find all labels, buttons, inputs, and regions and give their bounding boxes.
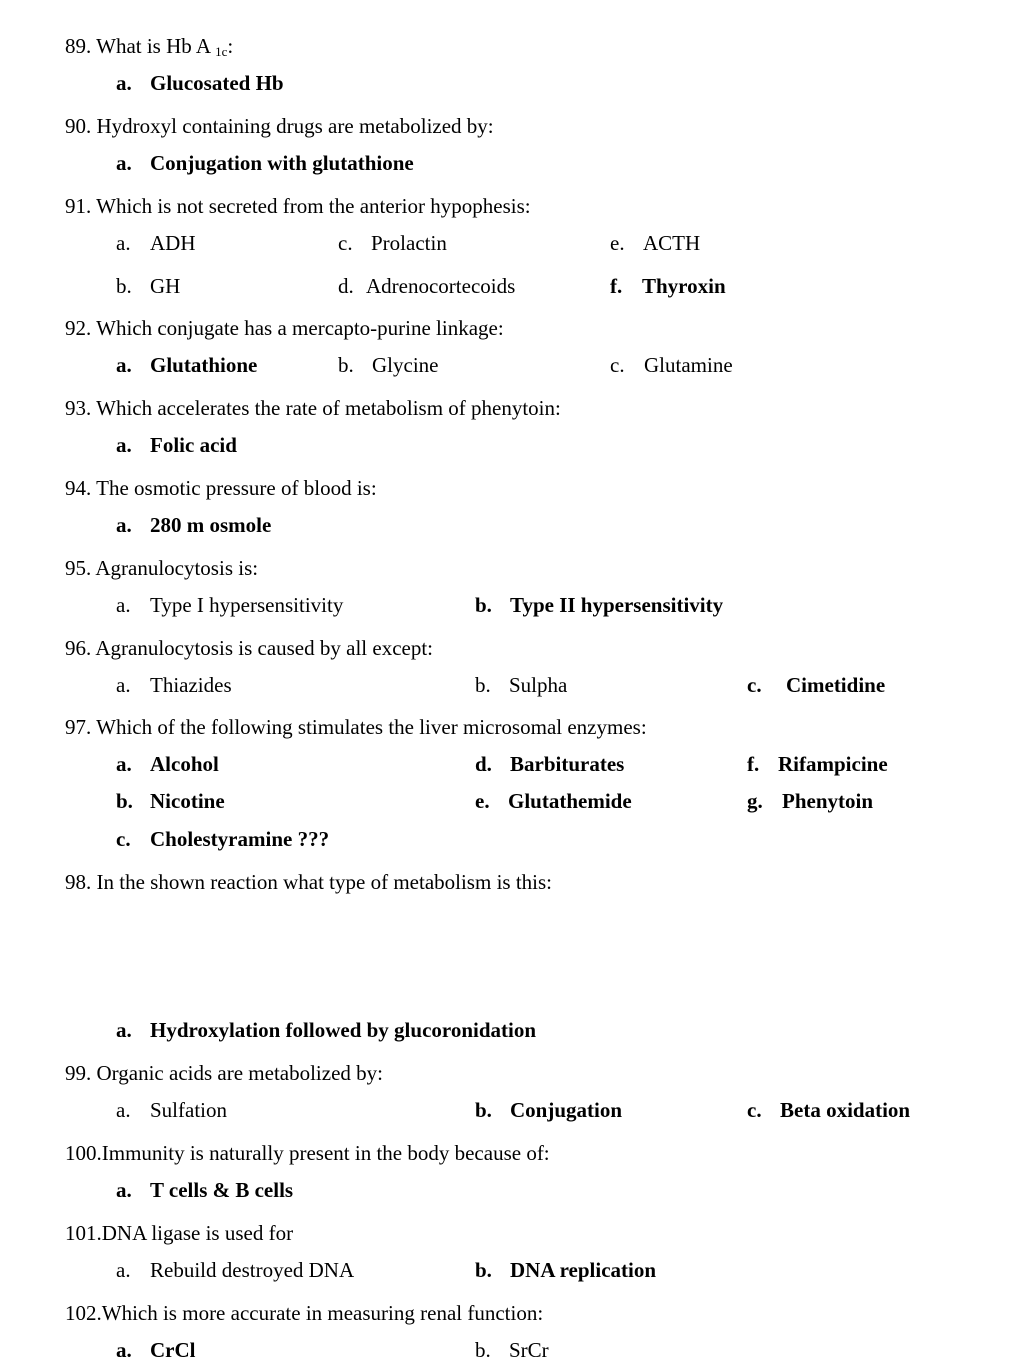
- option-letter: a.: [116, 513, 132, 537]
- question-text: 97. Which of the following stimulates the liver microsomal enzymes:: [65, 715, 647, 739]
- option-text: Rebuild destroyed DNA: [150, 1258, 355, 1282]
- option-letter: e.: [610, 231, 625, 255]
- option-letter: c.: [610, 353, 625, 377]
- question-text: 98. In the shown reaction what type of metabolism is this:: [65, 870, 552, 894]
- question-96-option-b: [475, 675, 567, 696]
- option-letter: c.: [116, 827, 131, 851]
- option-text: Glycine: [372, 353, 439, 377]
- question-92-option-b: [338, 355, 438, 376]
- option-text: Glucosated Hb: [150, 71, 284, 95]
- option-text: Type I hypersensitivity: [150, 593, 344, 617]
- option-text: Sulfation: [150, 1098, 227, 1122]
- option-text: Sulpha: [509, 673, 568, 697]
- question-101-option-a: [116, 1260, 354, 1281]
- option-text: ADH: [150, 231, 196, 255]
- option-text: 280 m osmole: [150, 513, 272, 537]
- question-91-option-a: [116, 233, 196, 254]
- option-letter: a.: [116, 1018, 132, 1042]
- option-letter: b.: [116, 789, 133, 813]
- option-letter: b.: [475, 673, 491, 697]
- option-text: Rifampicine: [778, 752, 888, 776]
- question-text: 102.Which is more accurate in measuring renal function:: [65, 1301, 544, 1325]
- question-95-option-b: [475, 595, 723, 616]
- option-letter: e.: [475, 789, 490, 813]
- option-letter: c.: [747, 1098, 762, 1122]
- question-text: 99. Organic acids are metabolized by:: [65, 1061, 383, 1085]
- question-91-option-d: [338, 276, 515, 297]
- question-text: 92. Which conjugate has a mercapto-purine linkage:: [65, 316, 504, 340]
- question-95-option-a: [116, 595, 343, 616]
- question-text: 96. Agranulocytosis is caused by all except:: [65, 636, 434, 660]
- option-letter: b.: [475, 1098, 492, 1122]
- question-101-option-b: [475, 1260, 656, 1281]
- option-letter: c.: [338, 231, 353, 255]
- question-90-stem: [65, 116, 494, 137]
- option-text: Thyroxin: [642, 274, 726, 298]
- question-95-stem: [65, 558, 258, 579]
- question-101-stem: [65, 1223, 293, 1244]
- option-text: Adrenocortecoids: [366, 274, 516, 298]
- option-letter: a.: [116, 1098, 131, 1122]
- option-letter: a.: [116, 231, 131, 255]
- option-text: CrCl: [150, 1338, 196, 1362]
- question-97-stem: [65, 717, 647, 738]
- option-text: SrCr: [509, 1338, 549, 1362]
- option-text: Nicotine: [150, 789, 225, 813]
- option-letter: a.: [116, 71, 132, 95]
- question-91-option-e: [610, 233, 700, 254]
- question-92-stem: [65, 318, 504, 339]
- option-letter: b.: [475, 593, 492, 617]
- option-letter: a.: [116, 353, 132, 377]
- question-102-stem: [65, 1303, 543, 1324]
- question-102-option-a: [116, 1340, 196, 1361]
- question-97-option-d: [475, 754, 624, 775]
- question-93-stem: [65, 398, 561, 419]
- question-97-option-f: [747, 754, 888, 775]
- question-text: 100.Immunity is naturally present in the body because of:: [65, 1141, 550, 1165]
- question-97-option-a: [116, 754, 219, 775]
- option-letter: a.: [116, 673, 131, 697]
- option-text: ACTH: [643, 231, 701, 255]
- option-letter: a.: [116, 1258, 131, 1282]
- option-text: GH: [150, 274, 181, 298]
- option-text: Conjugation with glutathione: [150, 151, 414, 175]
- option-letter: c.: [747, 673, 762, 697]
- question-97-option-c: [116, 829, 329, 850]
- question-100-option-a: [116, 1180, 293, 1201]
- option-letter: a.: [116, 1178, 132, 1202]
- option-text: Folic acid: [150, 433, 237, 457]
- option-letter: a.: [116, 1338, 132, 1362]
- question-subscript: 1c: [215, 44, 228, 59]
- option-text: Conjugation: [510, 1098, 623, 1122]
- question-89-option-a: [116, 73, 284, 94]
- question-text-suffix: :: [227, 34, 234, 58]
- option-letter: a.: [116, 593, 131, 617]
- question-text: 90. Hydroxyl containing drugs are metabolized by:: [65, 114, 494, 138]
- question-98-stem: [65, 872, 552, 893]
- option-text: Thiazides: [150, 673, 232, 697]
- question-97-option-e: [475, 791, 632, 812]
- option-letter: d.: [338, 274, 354, 298]
- option-letter: b.: [475, 1258, 492, 1282]
- option-text: Glutathemide: [508, 789, 632, 813]
- question-99-option-b: [475, 1100, 622, 1121]
- question-92-option-a: [116, 355, 257, 376]
- question-text: 101.DNA ligase is used for: [65, 1221, 294, 1245]
- option-text: Cimetidine: [786, 673, 886, 697]
- question-text: 93. Which accelerates the rate of metabolism of phenytoin:: [65, 396, 561, 420]
- option-letter: f.: [610, 274, 623, 298]
- option-letter: b.: [475, 1338, 491, 1362]
- option-text: Glutamine: [644, 353, 733, 377]
- option-text: DNA replication: [510, 1258, 657, 1282]
- question-99-option-a: [116, 1100, 227, 1121]
- option-text: Barbiturates: [510, 752, 625, 776]
- question-97-option-b: [116, 791, 225, 812]
- option-text: Type II hypersensitivity: [510, 593, 724, 617]
- question-96-option-a: [116, 675, 232, 696]
- question-91-option-f: [610, 276, 726, 297]
- option-text: Hydroxylation followed by glucoronidation: [150, 1018, 537, 1042]
- option-text: T cells & B cells: [150, 1178, 294, 1202]
- option-letter: a.: [116, 433, 132, 457]
- question-97-option-g: [747, 791, 873, 812]
- question-91-option-b: [116, 276, 180, 297]
- question-96-option-c: [747, 675, 885, 696]
- option-text: Prolactin: [371, 231, 447, 255]
- question-text: 91. Which is not secreted from the anterior hypophesis:: [65, 194, 531, 218]
- option-text: Cholestyramine ???: [150, 827, 330, 851]
- question-102-option-b: [475, 1340, 549, 1361]
- question-91-option-c: [338, 233, 447, 254]
- option-letter: a.: [116, 151, 132, 175]
- option-letter: a.: [116, 752, 132, 776]
- question-96-stem: [65, 638, 433, 659]
- option-text: Beta oxidation: [780, 1098, 911, 1122]
- option-letter: d.: [475, 752, 492, 776]
- question-98-option-a: [116, 1020, 536, 1041]
- option-letter: f.: [747, 752, 760, 776]
- question-text: 89. What is Hb A: [65, 34, 216, 58]
- question-text: 95. Agranulocytosis is:: [65, 556, 259, 580]
- option-letter: b.: [116, 274, 132, 298]
- option-letter: b.: [338, 353, 354, 377]
- question-93-option-a: [116, 435, 237, 456]
- question-100-stem: [65, 1143, 550, 1164]
- question-94-option-a: [116, 515, 271, 536]
- question-94-stem: [65, 478, 377, 499]
- option-text: Phenytoin: [782, 789, 874, 813]
- question-text: 94. The osmotic pressure of blood is:: [65, 476, 377, 500]
- question-89-stem: [65, 36, 233, 58]
- question-99-option-c: [747, 1100, 910, 1121]
- option-text: Glutathione: [150, 353, 258, 377]
- question-99-stem: [65, 1063, 383, 1084]
- question-91-stem: [65, 196, 531, 217]
- question-92-option-c: [610, 355, 733, 376]
- option-letter: g.: [747, 789, 763, 813]
- question-90-option-a: [116, 153, 414, 174]
- option-text: Alcohol: [150, 752, 219, 776]
